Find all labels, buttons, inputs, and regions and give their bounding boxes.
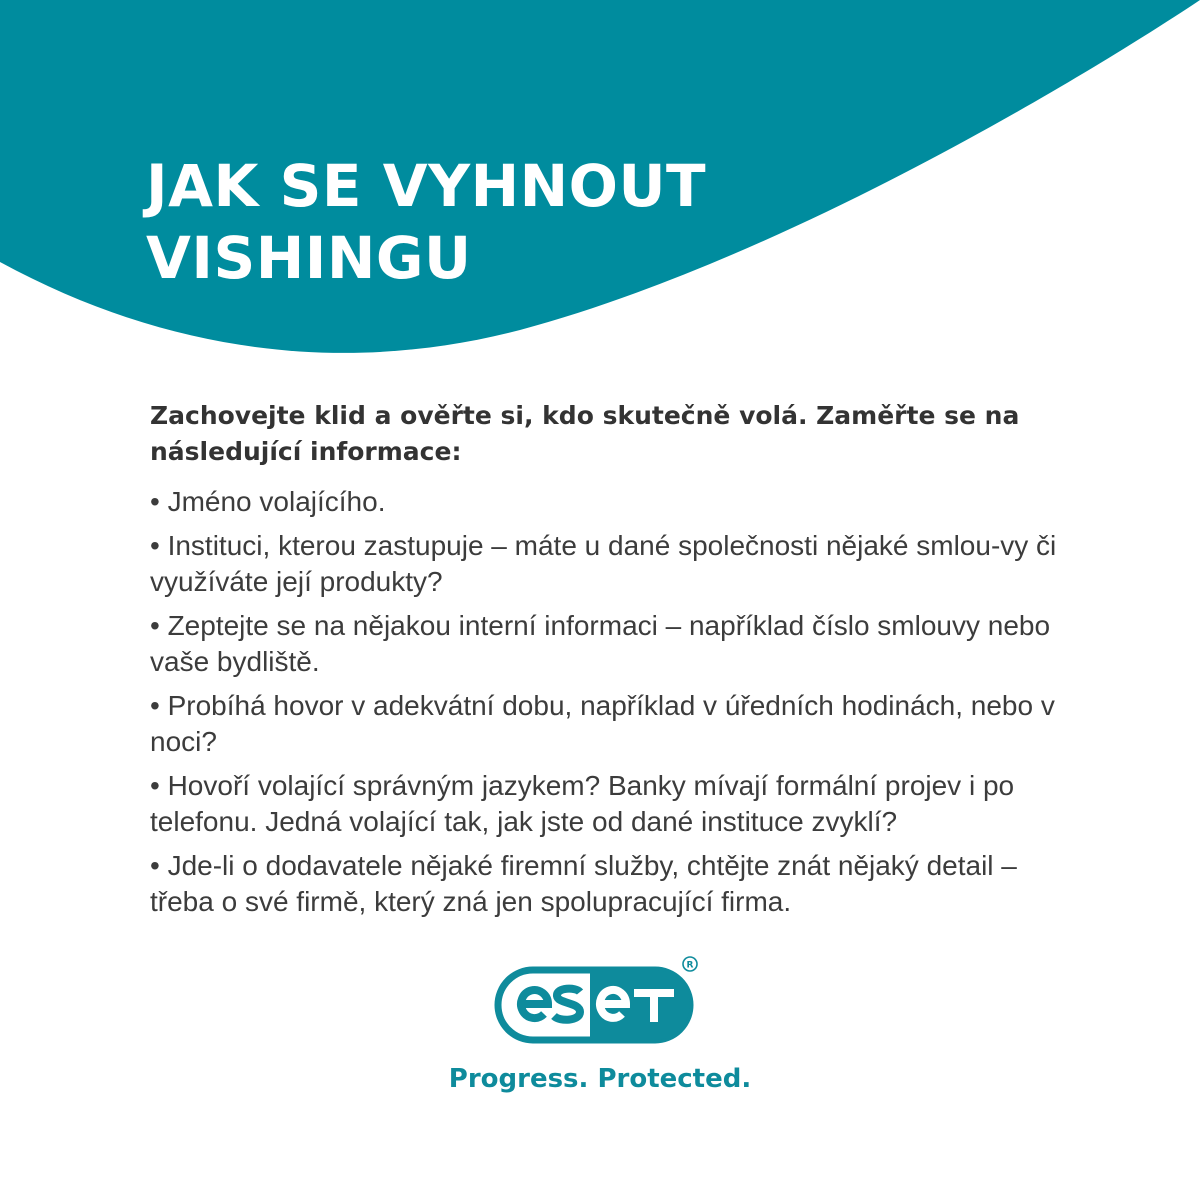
svg-text:R: R [686,960,694,971]
tip-item-2: • Instituci, kterou zastupuje – máte u dané společnosti nějaké smlou-vy či využíváte její produkty? [150,530,1057,597]
brand-tagline: Progress. Protected. [448,1064,752,1094]
tip-item-3: • Zeptejte se na nějakou interní informaci – například číslo smlouvy nebo vaše bydliště. [150,610,1051,677]
tip-item-1: • Jméno volajícího. [150,486,386,517]
main-content [150,398,1080,928]
eset-logo-icon [494,956,704,1046]
tip-item-4: • Probíhá hovor v adekvátní dobu, například v úředních hodinách, nebo v noci? [150,690,1055,757]
page-title-line-1: JAK SE VYHNOUT [146,152,707,220]
tip-item-6: • Jde-li o dodavatele nějaké firemní služby, chtějte znát nějaký detail – třeba o své firmě, který zná jen spolupracující firma. [150,850,1017,917]
eset-logo [494,956,704,1046]
page-title-line-2: VISHINGU [146,224,472,292]
tip-item-5: • Hovoří volající správným jazykem? Banky mívají formální projev i po telefonu. Jedná volající tak, jak jste od dané instituce zvyklí? [150,770,1015,837]
tips-list [150,484,1080,920]
intro-text: Zachovejte klid a ověřte si, kdo skutečně volá. Zaměřte se na následující informace: [150,401,1020,466]
page-title [146,150,706,294]
